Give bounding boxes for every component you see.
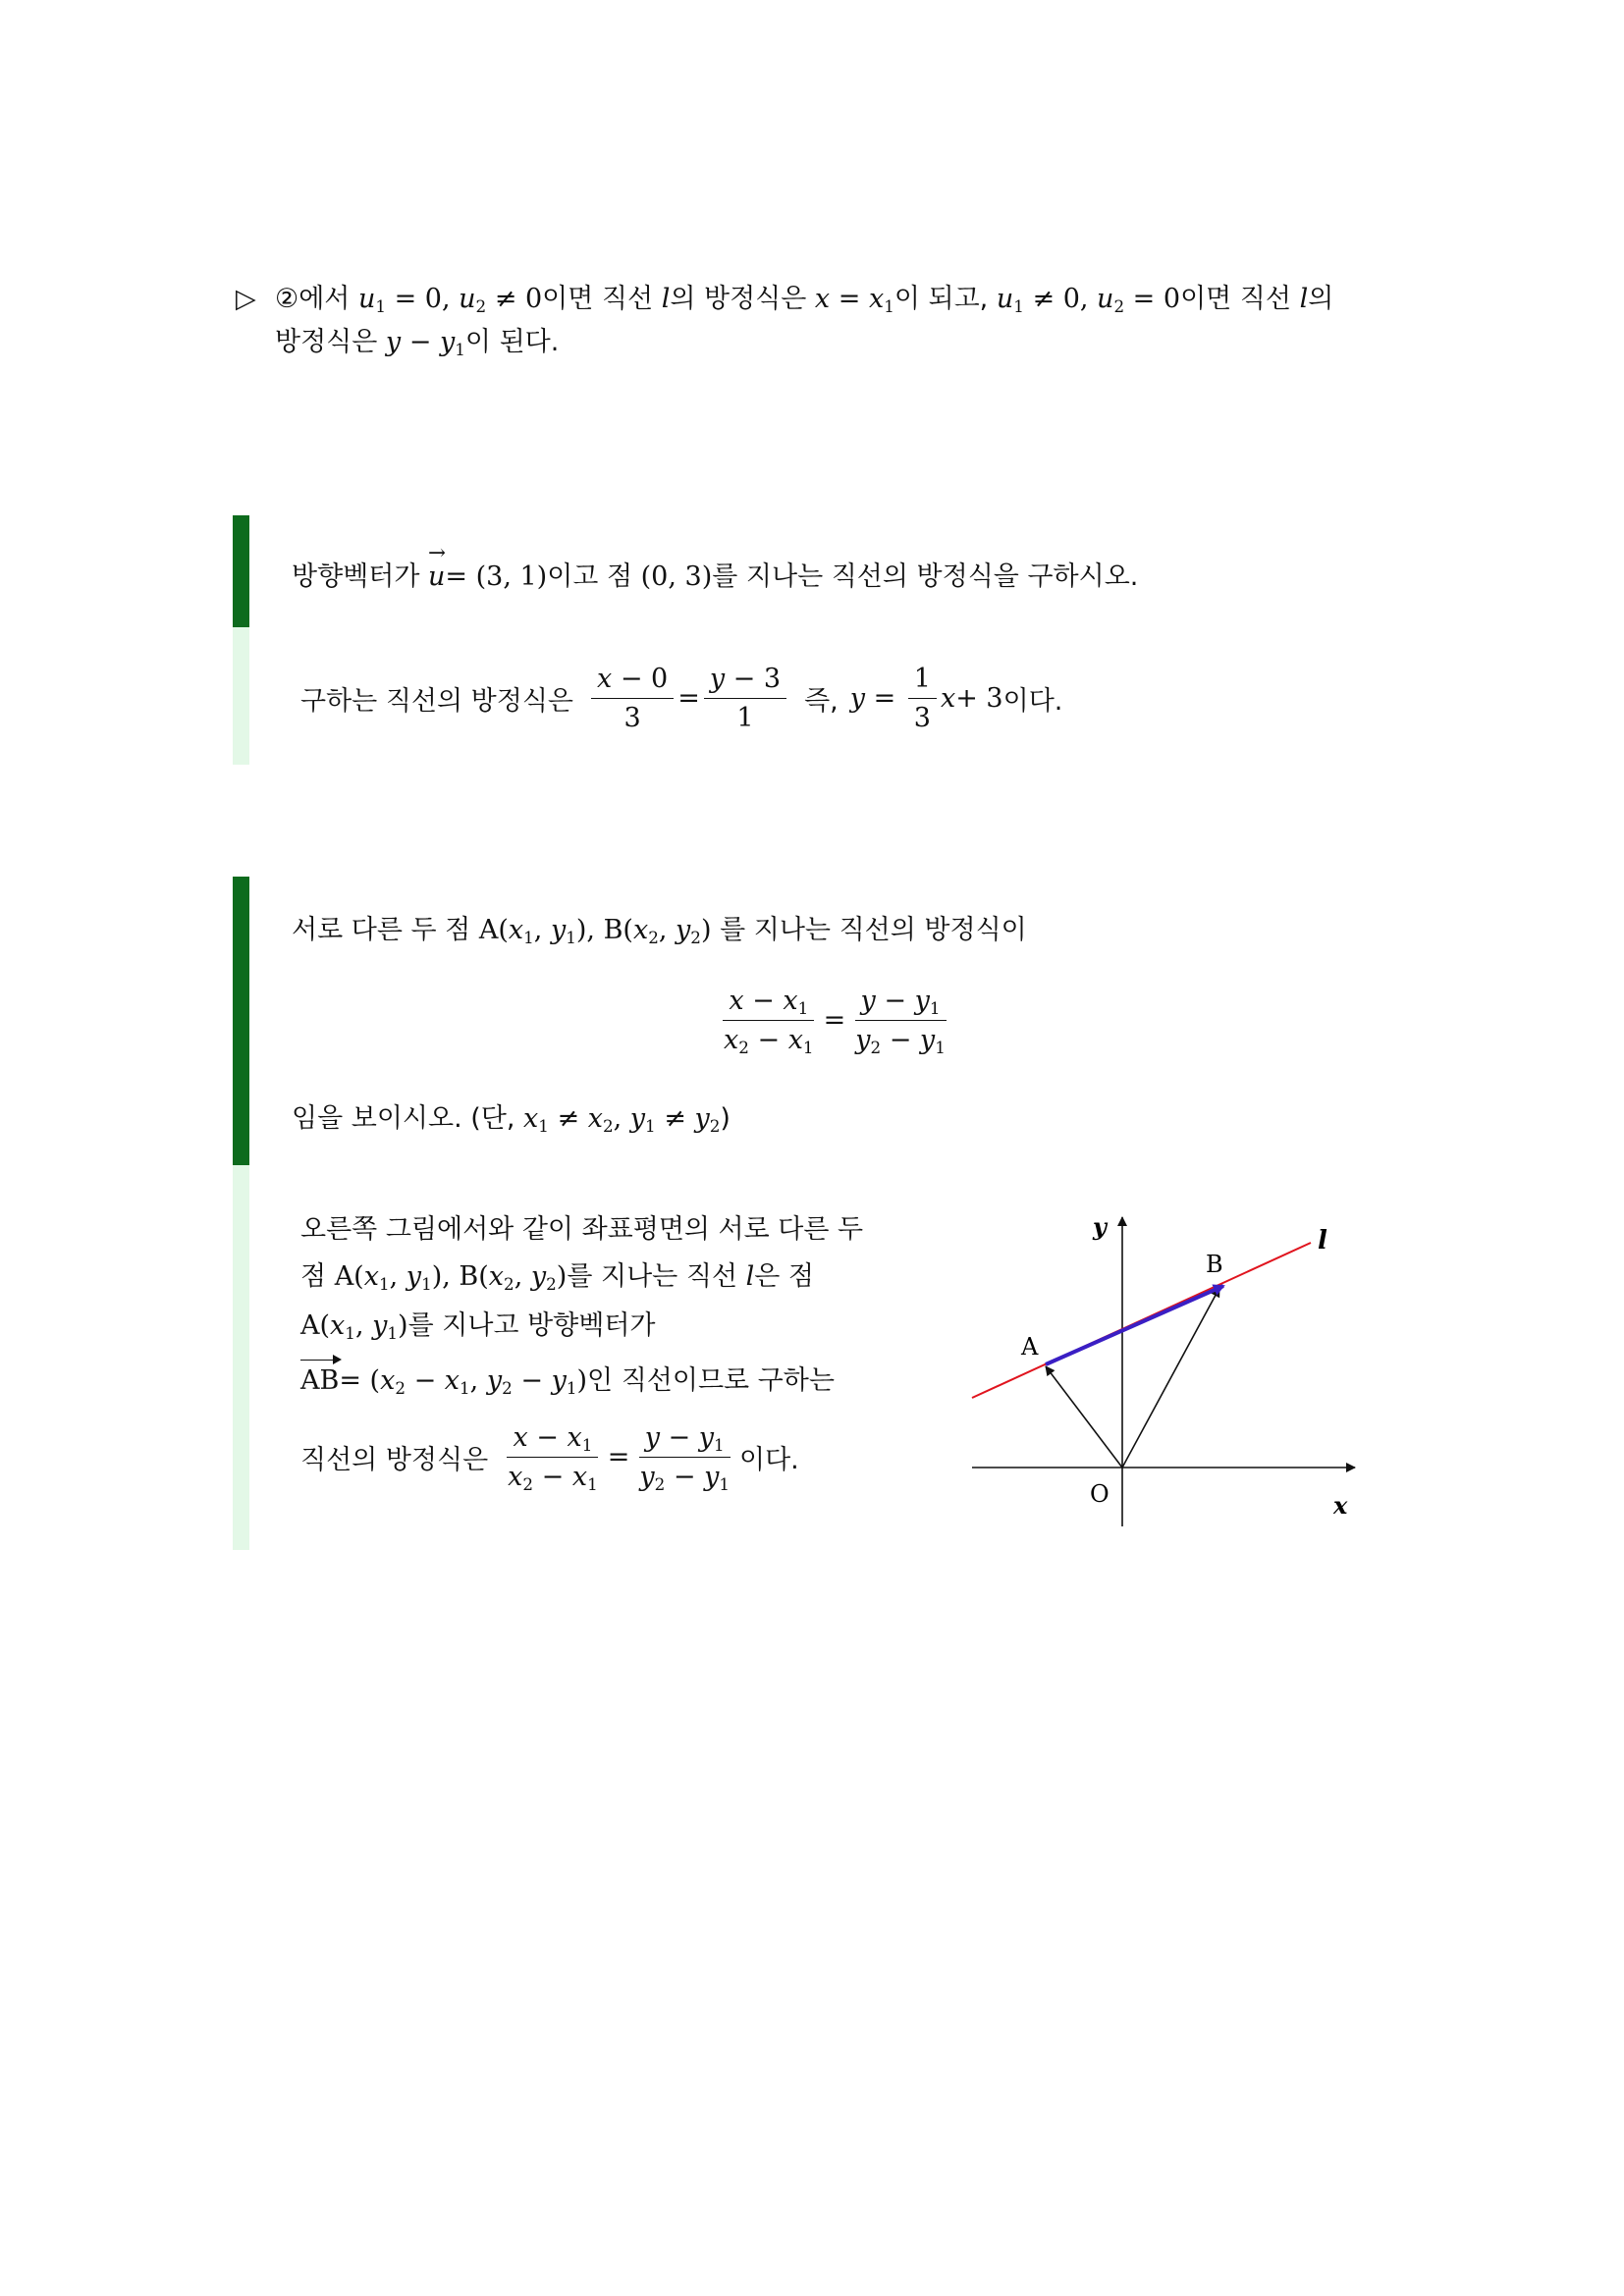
vector-OA — [1046, 1366, 1122, 1468]
example1-answer-bar — [233, 627, 249, 765]
example2-question-line3 — [292, 1096, 731, 1135]
fraction: $\frac{x - x_1}{x_2 - x_1}$ — [724, 986, 814, 1058]
vector-OB — [1122, 1288, 1219, 1468]
fraction: $\frac{y - y_1}{y_2 - y_1}$ — [855, 986, 946, 1058]
note-text: 방정식은 — [275, 327, 378, 357]
label-l: l — [1318, 1226, 1327, 1255]
coordinate-figure — [962, 1207, 1394, 1541]
question-text: 이고 점 — [547, 561, 633, 592]
fraction: $\frac{y - 3}{1}$ — [704, 664, 786, 733]
question-text: 를 지나는 직선의 방정식을 구하시오. — [712, 561, 1139, 592]
fraction: $\frac{x - x_1}{x_2 - x_1}$ — [508, 1421, 598, 1494]
note-text: ②에서 — [275, 284, 351, 314]
solution-text: 를 지나는 직선 — [567, 1261, 737, 1292]
note-paragraph — [236, 277, 1404, 363]
solution-text: 오른쪽 그림에서와 같이 좌표평면의 서로 다른 두 — [300, 1214, 864, 1245]
label-A: A — [1021, 1333, 1039, 1361]
vector-AB — [1046, 1286, 1223, 1364]
answer-text: 구하는 직선의 방정식은 — [300, 685, 573, 717]
example2-question-bar — [233, 877, 249, 1165]
example2-equation: $\frac{x - x_1}{x_2 - x_1}$ = $\frac{y - y_1}{y_2 - y_1}$ — [714, 986, 955, 1055]
example2-answer-bar — [233, 1165, 249, 1550]
fraction: $\frac{y - y_1}{y_2 - y_1}$ — [639, 1421, 730, 1494]
label-y: y — [1093, 1212, 1107, 1241]
label-O: O — [1090, 1480, 1110, 1508]
note-text: 이면 직선 — [1180, 284, 1291, 314]
note-text: 의 방정식은 — [670, 284, 807, 314]
note-text: 이면 직선 — [542, 284, 654, 314]
solution-text: 인 직선이므로 구하는 — [587, 1365, 835, 1396]
solution-text: 직선의 방정식은 — [300, 1444, 489, 1475]
formula: $y - y_1$ — [385, 327, 465, 360]
question-text: 방향벡터가 — [292, 561, 420, 592]
note-text: 이 되고, — [893, 284, 989, 314]
question-text: 를 지나는 직선의 방정식이 — [720, 915, 1027, 945]
formula: → u= (3, 1) — [428, 561, 547, 592]
formula: l — [1299, 284, 1309, 314]
label-B: B — [1206, 1251, 1223, 1278]
triangle-marker-icon: ▷ — [236, 284, 256, 314]
formula: $x_1 \ne x_2$, $y_1 \ne y_2$ — [523, 1103, 721, 1137]
formula: (0, 3) — [640, 561, 713, 592]
question-text: 서로 다른 두 점 — [292, 915, 471, 945]
example1-question — [292, 555, 1138, 593]
example1-answer: 구하는 직선의 방정식은 $\frac{x - 0}{3}$ = $\frac{y - 3}{1}$ 즉, y = $\frac{1}{3}$ x + 3 이다. — [300, 663, 1063, 733]
formula: $A(x_1$, $y_1$), $B(x_2$, $y_2$) — [478, 915, 712, 948]
formula: $A(x_1$, $y_1$), $B(x_2$, $y_2$) — [334, 1261, 568, 1295]
solution-text: 은 점 — [754, 1261, 814, 1292]
fraction: $\frac{x - 0}{3}$ — [591, 664, 674, 733]
formula: $u_1 = 0$, $u_2 \ne 0$ — [357, 284, 543, 317]
note-text: 의 — [1308, 284, 1334, 314]
formula: l — [745, 1261, 755, 1292]
question-text: ) — [720, 1103, 731, 1134]
solution-text: 를 지나고 방향벡터가 — [407, 1310, 656, 1341]
formula: $A(x_1$, $y_1$) — [300, 1310, 408, 1344]
formula: $AB= (x_2 - x_1$, $y_2 - y_1$) — [300, 1365, 588, 1399]
solution-text: 이다. — [739, 1444, 799, 1475]
example2-question-line1 — [292, 908, 1027, 946]
solution-text: 점 — [300, 1261, 327, 1292]
example2-solution: 오른쪽 그림에서와 같이 좌표평면의 서로 다른 두 점 $A(x_1$, $y_1$), $B(x_2$, $y_2$)를 지나는 직선 l은 점 $A(x_1$, $y_1$)를 지나고 방향벡터가 $AB= (x_2 - x_1$, $y_2 - y_1$)인 직선이므로 구하는 직선의 방정식은 $\frac{x - x_1}{x_2 - x_1}$ = $\frac{y - y_1}{y_2 - y_1}$ 이다. — [300, 1214, 864, 1494]
example1-question-bar — [233, 515, 249, 627]
fraction: $\frac{1}{3}$ — [908, 664, 937, 733]
note-text: 이 된다. — [464, 327, 560, 357]
question-text: 임을 보이시오. (단, — [292, 1103, 515, 1134]
formula: $x = x_1$ — [814, 284, 894, 317]
answer-text: 즉, — [804, 685, 839, 717]
label-x: x — [1333, 1491, 1348, 1520]
formula: $u_1 \ne 0$, $u_2 = 0$ — [996, 284, 1181, 317]
formula: l — [661, 284, 671, 314]
answer-text: 이다. — [1002, 685, 1063, 717]
